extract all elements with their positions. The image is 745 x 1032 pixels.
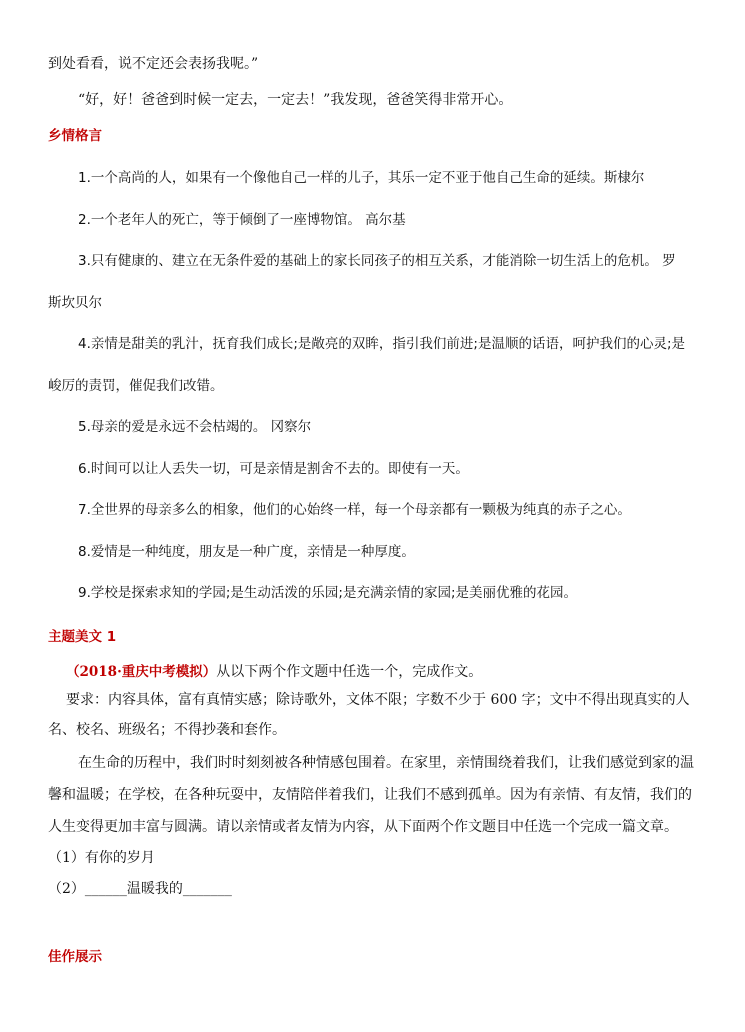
essay-paragraph-2: 馨和温暖；在学校，在各种玩耍中，友情陪伴着我们，让我们不感到孤单。因为有亲情、有友情，我们的 (48, 787, 692, 803)
section-heading-motto: 乡情格言 (48, 128, 102, 144)
essay-requirement-2: 名、校名、班级名；不得抄袭和套作。 (48, 722, 286, 738)
section-heading-essay: 主题美文 1 (48, 629, 117, 645)
motto-item-9: 9.学校是探索求知的学园;是生动活泼的乐园;是充满亲情的家园;是美丽优雅的花园。 (78, 585, 578, 601)
motto-item-6: 6.时间可以让人丢失一切，可是亲情是割舍不去的。即使有一天。 (78, 461, 469, 477)
essay-option-2: （2）______温暖我的_______ (48, 881, 232, 897)
essay-prompt (66, 660, 482, 681)
intro-line-2: “好，好！爸爸到时候一定去，一定去！”我发现，爸爸笑得非常开心。 (78, 92, 513, 108)
motto-item-7: 7.全世界的母亲多么的相象，他们的心始终一样，每一个母亲都有一颗极为纯真的赤子之心。 (78, 502, 631, 518)
motto-item-2: 2.一个老年人的死亡，等于倾倒了一座博物馆。 高尔基 (78, 212, 406, 228)
essay-source: （2018·重庆中考模拟） (66, 664, 217, 680)
motto-item-1: 1.一个高尚的人，如果有一个像他自己一样的儿子，其乐一定不亚于他自己生命的延续。斯棣尔 (78, 170, 645, 186)
motto-item-4-cont: 峻厉的责罚，催促我们改错。 (48, 378, 224, 394)
motto-item-3-cont: 斯坎贝尔 (48, 295, 102, 311)
essay-option-1: （1）有你的岁月 (48, 850, 155, 866)
essay-prompt-text: 从以下两个作文题中任选一个，完成作文。 (216, 664, 483, 680)
motto-item-4: 4.亲情是甜美的乳汁，抚育我们成长;是敞亮的双眸，指引我们前进;是温顺的话语，呵护我们的心灵;是 (78, 336, 686, 352)
motto-item-5: 5.母亲的爱是永远不会枯竭的。 冈察尔 (78, 419, 312, 435)
essay-paragraph-3: 人生变得更加丰富与圆满。请以亲情或者友情为内容，从下面两个作文题目中任选一个完成一篇文章。 (48, 819, 678, 835)
motto-item-8: 8.爱情是一种纯度，朋友是一种广度，亲情是一种厚度。 (78, 544, 415, 560)
essay-requirement-1: 要求：内容具体，富有真情实感；除诗歌外，文体不限；字数不少于 600 字；文中不得出现真实的人 (66, 692, 690, 708)
motto-item-3: 3.只有健康的、建立在无条件爱的基础上的家长同孩子的相互关系，才能消除一切生活上的危机。 罗 (78, 253, 676, 269)
essay-paragraph-1: 在生命的历程中，我们时时刻刻被各种情感包围着。在家里，亲情围绕着我们，让我们感觉到家的温 (78, 755, 694, 771)
section-heading-showcase: 佳作展示 (48, 949, 102, 965)
intro-line-1: 到处看看，说不定还会表扬我呢。” (48, 56, 259, 72)
